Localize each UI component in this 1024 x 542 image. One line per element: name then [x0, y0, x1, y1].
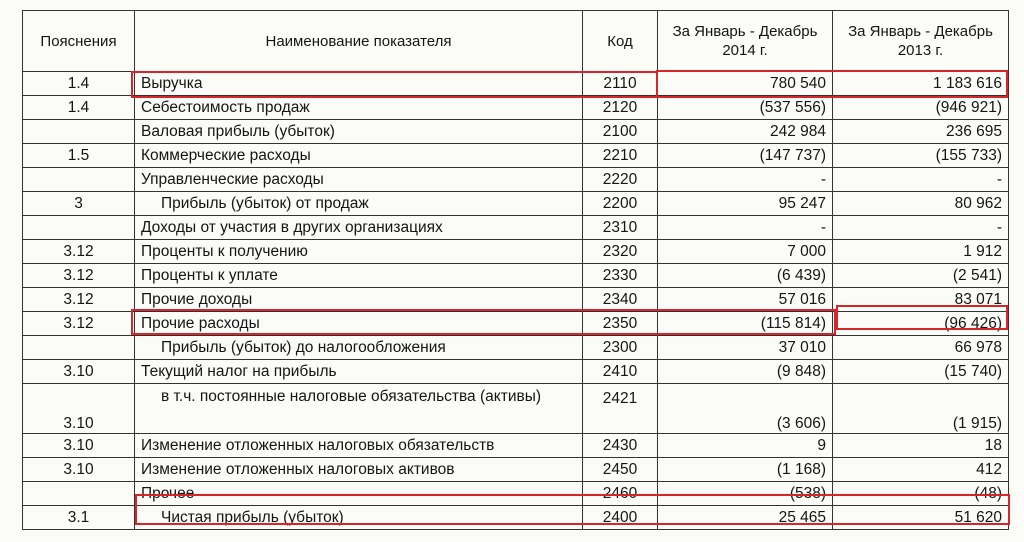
row-note	[23, 216, 135, 240]
row-value-2014: 9	[658, 434, 833, 458]
row-name: Проценты к получению	[135, 240, 583, 264]
row-value-2013: 80 962	[833, 192, 1009, 216]
row-value-2014: 242 984	[658, 120, 833, 144]
row-code: 2210	[583, 144, 658, 168]
row-value-2013: 412	[833, 458, 1009, 482]
row-value-2014: (537 556)	[658, 96, 833, 120]
row-name: Валовая прибыль (убыток)	[135, 120, 583, 144]
header-code: Код	[583, 11, 658, 72]
row-note: 1.4	[23, 96, 135, 120]
row-name: Выручка	[135, 72, 583, 96]
row-code: 2410	[583, 360, 658, 384]
row-note: 3.10	[23, 458, 135, 482]
row-note	[23, 120, 135, 144]
row-name: в т.ч. постоянные налоговые обязательства (активы)	[135, 384, 583, 434]
row-value-2013: (946 921)	[833, 96, 1009, 120]
row-name: Прибыль (убыток) от продаж	[135, 192, 583, 216]
row-note	[23, 336, 135, 360]
row-code: 2100	[583, 120, 658, 144]
row-code: 2220	[583, 168, 658, 192]
row-value-2014: (6 439)	[658, 264, 833, 288]
row-code: 2340	[583, 288, 658, 312]
row-name: Управленческие расходы	[135, 168, 583, 192]
row-value-2014: (1 168)	[658, 458, 833, 482]
row-value-2013: (2 541)	[833, 264, 1009, 288]
row-note: 3.1	[23, 506, 135, 530]
row-value-2013: (15 740)	[833, 360, 1009, 384]
header-period-2014-line1: За Январь - Декабрь	[672, 23, 818, 40]
row-value-2014: -	[658, 168, 833, 192]
row-value-2014: 7 000	[658, 240, 833, 264]
row-note: 3.12	[23, 240, 135, 264]
table-row	[23, 240, 1009, 264]
table-row	[23, 506, 1009, 530]
row-name: Проценты к уплате	[135, 264, 583, 288]
row-note	[23, 168, 135, 192]
table-row	[23, 120, 1009, 144]
row-value-2013: 66 978	[833, 336, 1009, 360]
row-value-2014: (9 848)	[658, 360, 833, 384]
row-name: Изменение отложенных налоговых обязательств	[135, 434, 583, 458]
table-row	[23, 288, 1009, 312]
table-header-row	[23, 11, 1009, 72]
header-period-2014	[658, 11, 833, 72]
row-name: Прочие расходы	[135, 312, 583, 336]
row-code: 2320	[583, 240, 658, 264]
row-value-2013: 83 071	[833, 288, 1009, 312]
row-name: Прочие доходы	[135, 288, 583, 312]
row-value-2014: 25 465	[658, 506, 833, 530]
table-row	[23, 144, 1009, 168]
row-note: 1.4	[23, 72, 135, 96]
row-code: 2310	[583, 216, 658, 240]
header-period-2014-line2: 2014 г.	[722, 42, 768, 59]
row-note	[23, 482, 135, 506]
row-name: Прочее	[135, 482, 583, 506]
row-value-2014: (3 606)	[658, 384, 833, 434]
row-name: Себестоимость продаж	[135, 96, 583, 120]
row-name: Прибыль (убыток) до налогообложения	[135, 336, 583, 360]
row-code: 2460	[583, 482, 658, 506]
table-row	[23, 336, 1009, 360]
row-value-2014: -	[658, 216, 833, 240]
header-notes: Пояснения	[23, 11, 135, 72]
row-value-2014: 95 247	[658, 192, 833, 216]
table-row	[23, 96, 1009, 120]
row-name: Чистая прибыль (убыток)	[135, 506, 583, 530]
table-row	[23, 434, 1009, 458]
row-value-2013: 1 912	[833, 240, 1009, 264]
row-code: 2400	[583, 506, 658, 530]
header-period-2013	[833, 11, 1009, 72]
row-value-2013: 236 695	[833, 120, 1009, 144]
row-name: Коммерческие расходы	[135, 144, 583, 168]
row-code: 2120	[583, 96, 658, 120]
row-code: 2300	[583, 336, 658, 360]
row-note: 3.10	[23, 434, 135, 458]
row-code: 2330	[583, 264, 658, 288]
row-code: 2350	[583, 312, 658, 336]
table-row	[23, 168, 1009, 192]
row-name: Текущий налог на прибыль	[135, 360, 583, 384]
row-note: 3.12	[23, 312, 135, 336]
header-period-2013-line1: За Январь - Декабрь	[848, 23, 993, 40]
row-value-2013: 1 183 616	[833, 72, 1009, 96]
row-value-2014: 780 540	[658, 72, 833, 96]
row-value-2014: (538)	[658, 482, 833, 506]
table-row	[23, 360, 1009, 384]
row-value-2013: (96 426)	[833, 312, 1009, 336]
table-row	[23, 72, 1009, 96]
table-row	[23, 264, 1009, 288]
table-row	[23, 384, 1009, 434]
row-name: Доходы от участия в других организациях	[135, 216, 583, 240]
table-row	[23, 312, 1009, 336]
row-value-2014: (115 814)	[658, 312, 833, 336]
row-value-2013: (155 733)	[833, 144, 1009, 168]
row-code: 2200	[583, 192, 658, 216]
row-note: 3.12	[23, 288, 135, 312]
row-note: 3	[23, 192, 135, 216]
row-note: 1.5	[23, 144, 135, 168]
row-value-2014: (147 737)	[658, 144, 833, 168]
row-value-2013: -	[833, 216, 1009, 240]
row-name: Изменение отложенных налоговых активов	[135, 458, 583, 482]
row-note: 3.10	[23, 360, 135, 384]
row-value-2014: 37 010	[658, 336, 833, 360]
row-code: 2430	[583, 434, 658, 458]
row-note: 3.10	[23, 384, 135, 434]
row-code: 2110	[583, 72, 658, 96]
income-statement-table	[22, 10, 1009, 530]
row-value-2013: (48)	[833, 482, 1009, 506]
row-value-2014: 57 016	[658, 288, 833, 312]
row-value-2013: 51 620	[833, 506, 1009, 530]
header-period-2013-line2: 2013 г.	[897, 42, 944, 59]
income-statement-sheet	[22, 10, 1010, 540]
header-indicator-name: Наименование показателя	[135, 11, 583, 72]
row-code: 2421	[583, 384, 658, 434]
table-row	[23, 458, 1009, 482]
table-row	[23, 482, 1009, 506]
row-code: 2450	[583, 458, 658, 482]
row-note: 3.12	[23, 264, 135, 288]
row-value-2013: (1 915)	[833, 384, 1009, 434]
table-row	[23, 216, 1009, 240]
row-value-2013: -	[833, 168, 1009, 192]
table-row	[23, 192, 1009, 216]
row-value-2013: 18	[833, 434, 1009, 458]
